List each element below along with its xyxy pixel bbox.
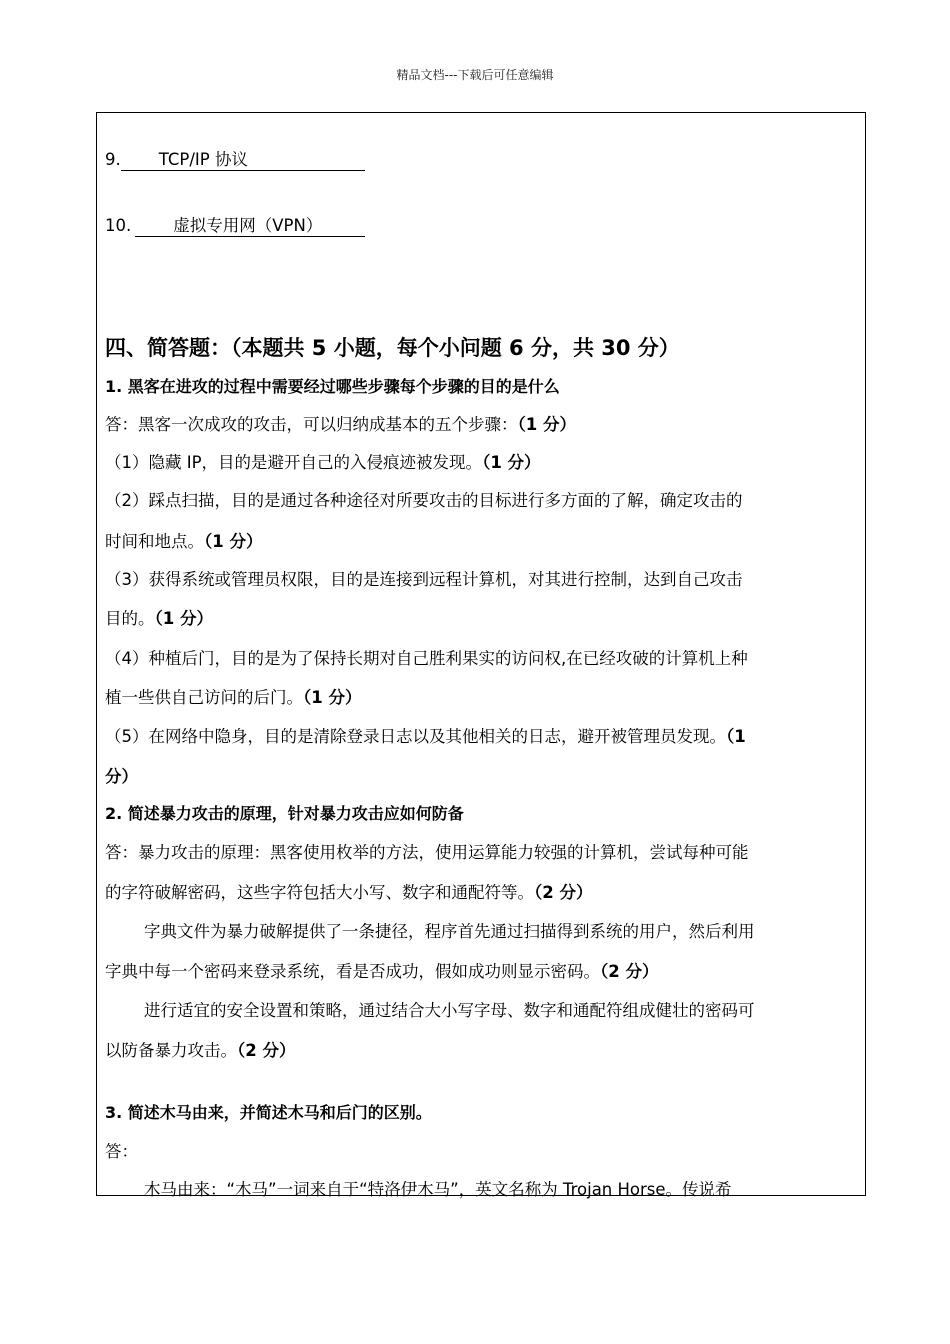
q2-p2-score: （2 分）: [600, 962, 659, 981]
page-header: 精品文档---下载后可任意编辑: [396, 68, 554, 82]
term-10: [105, 212, 365, 237]
q2-p1-line1: 答：暴力攻击的原理：黑客使用枚举的方法，使用运算能力较强的计算机，尝试每种可能: [105, 843, 749, 862]
q2-p3-line1: 进行适宜的安全设置和策略，通过结合大小写字母、数字和通配符组成健壮的密码可: [144, 1001, 755, 1020]
q1-step5-score-part1: （1: [726, 727, 746, 746]
q1-step4-text: 植一些供自己访问的后门。: [105, 688, 303, 707]
q1-step1: [105, 449, 541, 473]
q3-answer-label: 答：: [105, 1142, 138, 1161]
q2-p2-line2: [105, 958, 658, 982]
q1-step1-text: （1）隐藏 IP，目的是避开自己的入侵痕迹被发现。: [105, 453, 483, 472]
q3-p1: 木马由来：“木马”一词来自于“特洛伊木马”，英文名称为 Trojan Horse。传说希: [144, 1180, 732, 1199]
q2-p1-text: 的字符破解密码，这些字符包括大小写、数字和通配符等。: [105, 883, 534, 902]
q3-title: 3. 简述木马由来，并简述木马和后门的区别。: [105, 1103, 432, 1122]
term-9-number: 9.: [105, 150, 121, 169]
q2-p1-line2: [105, 879, 592, 903]
q1-answer-intro-text: 答：黑客一次成攻的攻击，可以归纳成基本的五个步骤：: [105, 415, 518, 434]
q2-p3-text: 以防备暴力攻击。: [105, 1041, 237, 1060]
term-9-fill: TCP/IP 协议: [121, 146, 365, 171]
q1-step2-score: （1 分）: [204, 532, 263, 551]
q1-step3-score: （1 分）: [154, 609, 213, 628]
q1-step4-score: （1 分）: [303, 688, 362, 707]
q2-p2-line1: 字典文件为暴力破解提供了一条捷径，程序首先通过扫描得到系统的用户，然后利用: [144, 922, 755, 941]
q1-answer-intro: [105, 411, 576, 435]
q1-step1-score: （1 分）: [482, 453, 541, 472]
term-10-number: 10.: [105, 216, 132, 235]
q1-step4-line2: [105, 684, 361, 708]
q1-step2-line2: [105, 528, 262, 552]
q1-step5-text: （5）在网络中隐身，目的是清除登录日志以及其他相关的日志，避开被管理员发现。: [105, 727, 726, 746]
q2-title: 2. 简述暴力攻击的原理，针对暴力攻击应如何防备: [105, 804, 464, 823]
q1-title: 1. 黑客在进攻的过程中需要经过哪些步骤每个步骤的目的是什么: [105, 377, 560, 396]
term-9: [105, 146, 365, 171]
section-title: 四、简答题：（本题共 5 小题，每个小问题 6 分，共 30 分）: [105, 336, 680, 360]
term-10-fill: 虚拟专用网（VPN）: [135, 212, 365, 237]
q1-step3-text: 目的。: [105, 609, 155, 628]
q1-score: （1 分）: [517, 415, 576, 434]
q1-step5-line2: 分）: [105, 767, 138, 786]
q1-step2-text: 时间和地点。: [105, 532, 204, 551]
q1-step2-line1: （2）踩点扫描，目的是通过各种途径对所要攻击的目标进行多方面的了解，确定攻击的: [105, 491, 743, 510]
q1-step3-line1: （3）获得系统或管理员权限，目的是连接到远程计算机，对其进行控制，达到自己攻击: [105, 570, 743, 589]
q2-p2-text: 字典中每一个密码来登录系统，看是否成功，假如成功则显示密码。: [105, 962, 600, 981]
q2-p1-score: （2 分）: [534, 883, 593, 902]
q1-step3-line2: [105, 605, 213, 629]
q1-step5-line1: [105, 723, 746, 747]
q2-p3-score: （2 分）: [237, 1041, 296, 1060]
q2-p3-line2: [105, 1037, 295, 1061]
q1-step4-line1: （4）种植后门，目的是为了保持长期对自己胜利果实的访问权,在已经攻破的计算机上种: [105, 649, 748, 668]
